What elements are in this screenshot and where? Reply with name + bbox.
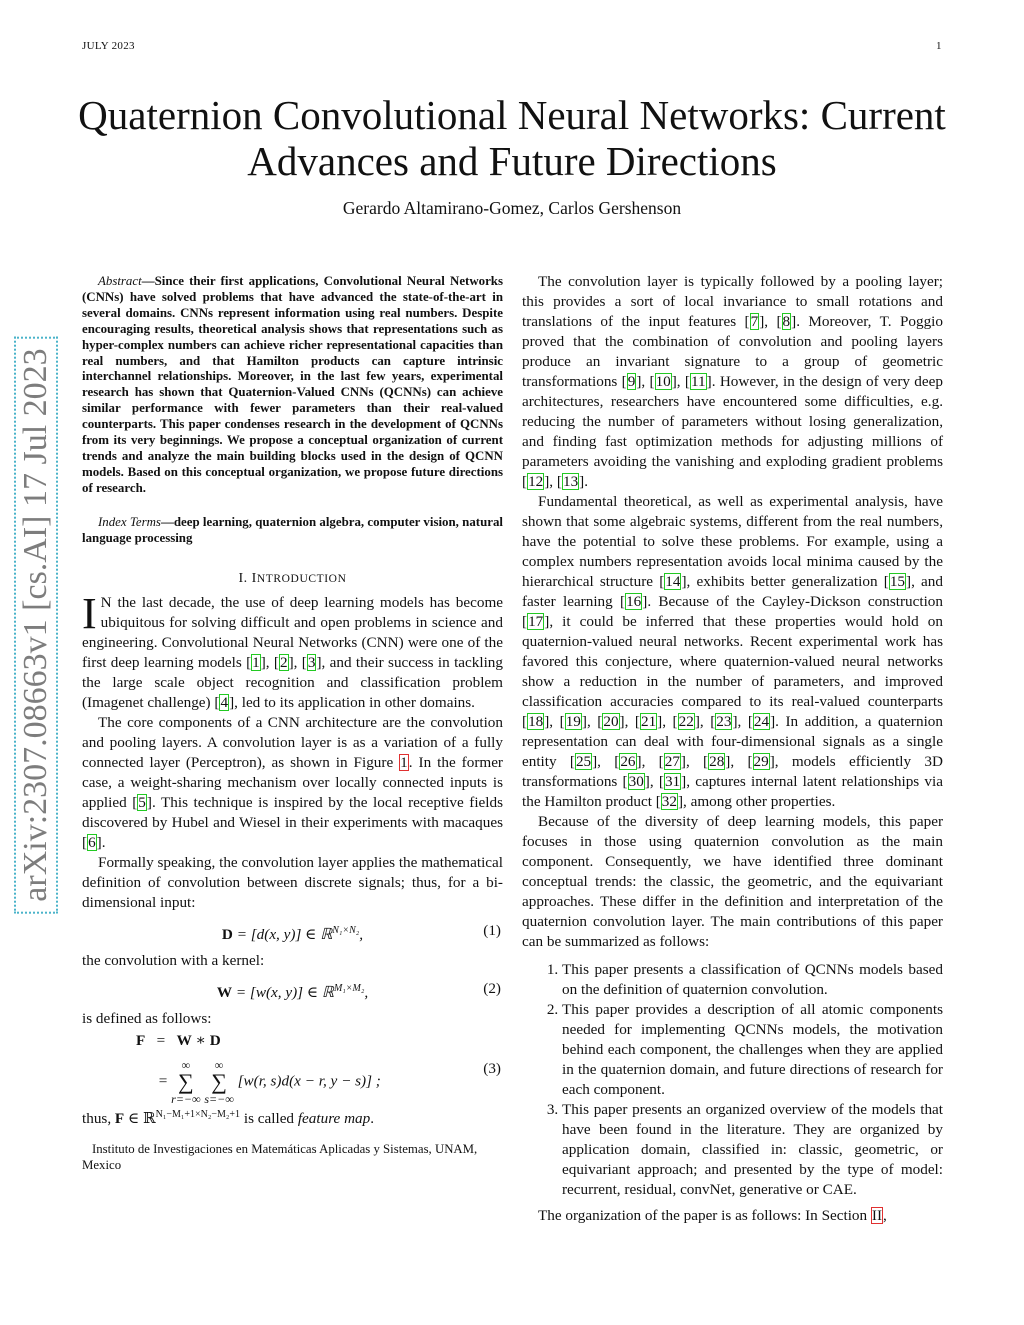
citation-link[interactable]: 6 [88,833,96,851]
citation-link[interactable]: 31 [664,773,681,790]
equation-text-kernel: the convolution with a kernel: [82,951,265,969]
list-item: 2. This paper provides a description of all atomic components needed for implementing QCNNs models, the motivation behind each component, the challenges when they are applied in the quaternion domain, and future directions of research for each component. [562,1000,943,1100]
abstract [82,274,503,497]
running-header-date: JULY 2023 [82,40,135,52]
contributions-list [522,960,943,1200]
paper-title [60,92,964,184]
citation-link[interactable]: 9 [627,373,636,390]
citation-link[interactable]: 15 [889,573,905,590]
citation-link[interactable]: 3 [307,653,316,671]
authors: Gerardo Altamirano-Gomez, Carlos Gershenson [342,198,682,218]
feature-map-sentence: thus, F ∈ ℝ$^{N_1-M_1+1\times N_2-M_2+1}$ is called feature map. [82,1108,375,1127]
citation-link[interactable]: 11 [691,373,706,390]
citation-link[interactable]: 25 [575,753,592,770]
drop-cap: I [82,588,97,638]
affiliation-footnote: Instituto de Investigaciones en Matemáticas Aplicadas y Sistemas, UNAM, Mexico [82,1141,478,1172]
citation-link[interactable]: 23 [716,713,732,730]
citation-link[interactable]: 18 [528,713,544,730]
figure-link[interactable]: 1 [400,753,408,771]
index-terms-text: —deep learning, quaternion algebra, computer vision, natural language processing [82,514,503,545]
right-paragraph-2: Fundamental theoretical, as well as experimental analysis, have shown that some algebraic systems, different from the real numbers, have the potential to solve these problems. For example, using a complex numbers representation avoids local minima caused by the hierarchical structure [14], exhibits better generalization [15], and faster learning [16]. Because of the Cayley-Dickson construction [17], it could be inferred that these properties would hold on quaternion-valued neural networks. Recent experimental work has favored this conjecture, where quaternion-valued neural networks show a reduction in the number of parameters, and improved classification accuracies compared to its real-valued counterparts [18], [19], [20], [21], [22], [23], [24]. In addition, a quaternion representation can deal with four-dimensional signals as a single entity [25], [26], [27], [28], [29], models efficiently 3D transformations [30], [31], captures internal latent relationships via the Hamilton product [32], among other properties. [522,493,943,810]
title-line-1: Quaternion Convolutional Neural Networks: Current [78,92,946,138]
citation-link[interactable]: 12 [528,473,544,490]
index-terms [82,515,503,547]
citation-link[interactable]: 21 [640,713,657,730]
citation-link[interactable]: 8 [782,313,791,330]
citation-link[interactable]: 20 [603,713,619,730]
section-heading-introduction: I. INTRODUCTION [238,570,347,586]
citation-link[interactable]: 14 [665,573,681,590]
index-terms-label: Index Terms [98,514,161,529]
abstract-text: —Since their first applications, Convolutional Neural Networks (CNNs) have solved problems that have advanced the state-of-the-art in several domains. CNNs represent information using real numbers. Despite encouraging results, theoretical analysis shows that representations such as hyper-complex numbers can achieve richer representational capacities than real numbers, and that Hamilton products can capture intrinsic interchannel relationships. Moreover, in the last few years, experimental research has shown that Quaternion-Valued CNNs (QCNNs) can achieve similar performance with fewer parameters than their real-valued counterparts. This paper condenses research in the development of QCNNs from its very beginnings. We propose a conceptual organization of current trends and analyze the main building blocks used in the design of QCNN models. Based on this conceptual organization, we propose future directions of research. [82,274,503,495]
citation-link[interactable]: 30 [628,773,644,790]
equation-3: F = W ∗ D = ∞ ∑ r=−∞ ∞ ∑ s=−∞ [w(r, s)d(x − r, y − s)] ; (3) [136,1031,501,1106]
citation-link[interactable]: 22 [678,713,694,730]
citation-link[interactable]: 17 [528,613,544,630]
citation-link[interactable]: 32 [661,793,677,810]
intro-paragraph-2: The core components of a CNN architecture are the convolution and pooling layers. A convolution layer is as a variation of a fully connected layer (Perceptron), as shown in Figure 1. In the former case, a weight-sharing mechanism over locally connected inputs is applied [5]. This technique is inspired by the local receptive fields discovered by Hubel and Wiesel in their experiments with macaques [6]. [82,713,503,851]
citation-link[interactable]: 5 [138,793,146,811]
equation-1: D = [d(x, y)] ∈ ℝ$^{N_1\times N_2}$, (1) [221,921,501,943]
citation-link[interactable]: 1 [252,653,260,671]
abstract-label: Abstract [98,274,142,288]
intro-paragraph-3: Formally speaking, the convolution layer applies the mathematical definition of convolution between discrete signals; thus, for a bi-dimensional input: [82,853,503,911]
equation-text-defined: is defined as follows: [82,1009,212,1027]
citation-link[interactable]: 28 [709,753,725,770]
citation-link[interactable]: 24 [753,713,770,730]
intro-paragraph-1: I N the last decade, the use of deep learning models has become ubiquitous for solving difficult and open problems in science and engineering. Convolutional Neural Networks (CNN) were one of the first deep learning models [1], [2], [3], and their success in tackling the large scale object recognition and classification problem (Imagenet challenge) [4], led to its application in other domains. [82,588,503,711]
list-item: 3. This paper presents an organized overview of the models that have been found in the literature. They are organized by application domain, classified in: classic, geometric, or equivariant approach; and presented by the type of model: recurrent, residual, convNet, generative or CAE. [562,1100,943,1200]
equation-2: W = [w(x, y)] ∈ ℝ$^{M_1\times M_2}$, (2) [216,979,501,1001]
citation-link[interactable]: 19 [565,713,581,730]
citation-link[interactable]: 4 [220,693,229,711]
title-line-2: Advances and Future Directions [247,138,777,184]
left-column [82,272,503,1173]
citation-link[interactable]: 16 [626,593,642,610]
page-number: 1 [936,40,942,52]
section-link[interactable]: II [871,1207,883,1224]
citation-link[interactable]: 29 [753,753,769,770]
arxiv-stamp[interactable] [14,340,58,910]
arxiv-stamp-text[interactable]: arXiv:2307.08663v1 [cs.AI] 17 Jul 2023 [14,336,58,913]
citation-link[interactable]: 13 [562,473,579,490]
right-paragraph-1: The convolution layer is typically followed by a pooling layer; this provides a sort of local invariance to small rotations and translations of the input features [7], [8]. Moreover, T. Poggio proved that the combination of convolution and pooling layers produce an invariant signature to a group of geometric transformations [9], [10], [11]. However, in the design of very deep architectures, researchers have encountered some difficulties, e.g. reducing the number of parameters without losing generalization, and finding fast optimization methods for adjusting millions of parameters avoiding the vanishing and exploding gradient problems [12], [13]. [522,273,943,490]
right-paragraph-4: The organization of the paper is as follows: In Section II, [538,1207,887,1224]
citation-link[interactable]: 10 [655,373,671,390]
citation-link[interactable]: 27 [664,753,680,770]
citation-link[interactable]: 7 [750,313,759,330]
right-paragraph-3: Because of the diversity of deep learning models, this paper focuses in those using quaternion convolution as the main component. Consequently, we have identified three dominant conceptual trends: the classic, the geometric, and the equivariant approaches. These differ in the definition and interpretation of the quaternion convolution layer. The main contributions of this paper can be summarized as follows: [522,813,943,950]
list-item: 1. This paper presents a classification of QCNNs models based on the definition of quaternion convolution. [562,960,943,1000]
right-column [522,272,943,1226]
citation-link[interactable]: 26 [620,753,636,770]
citation-link[interactable]: 2 [280,653,288,671]
